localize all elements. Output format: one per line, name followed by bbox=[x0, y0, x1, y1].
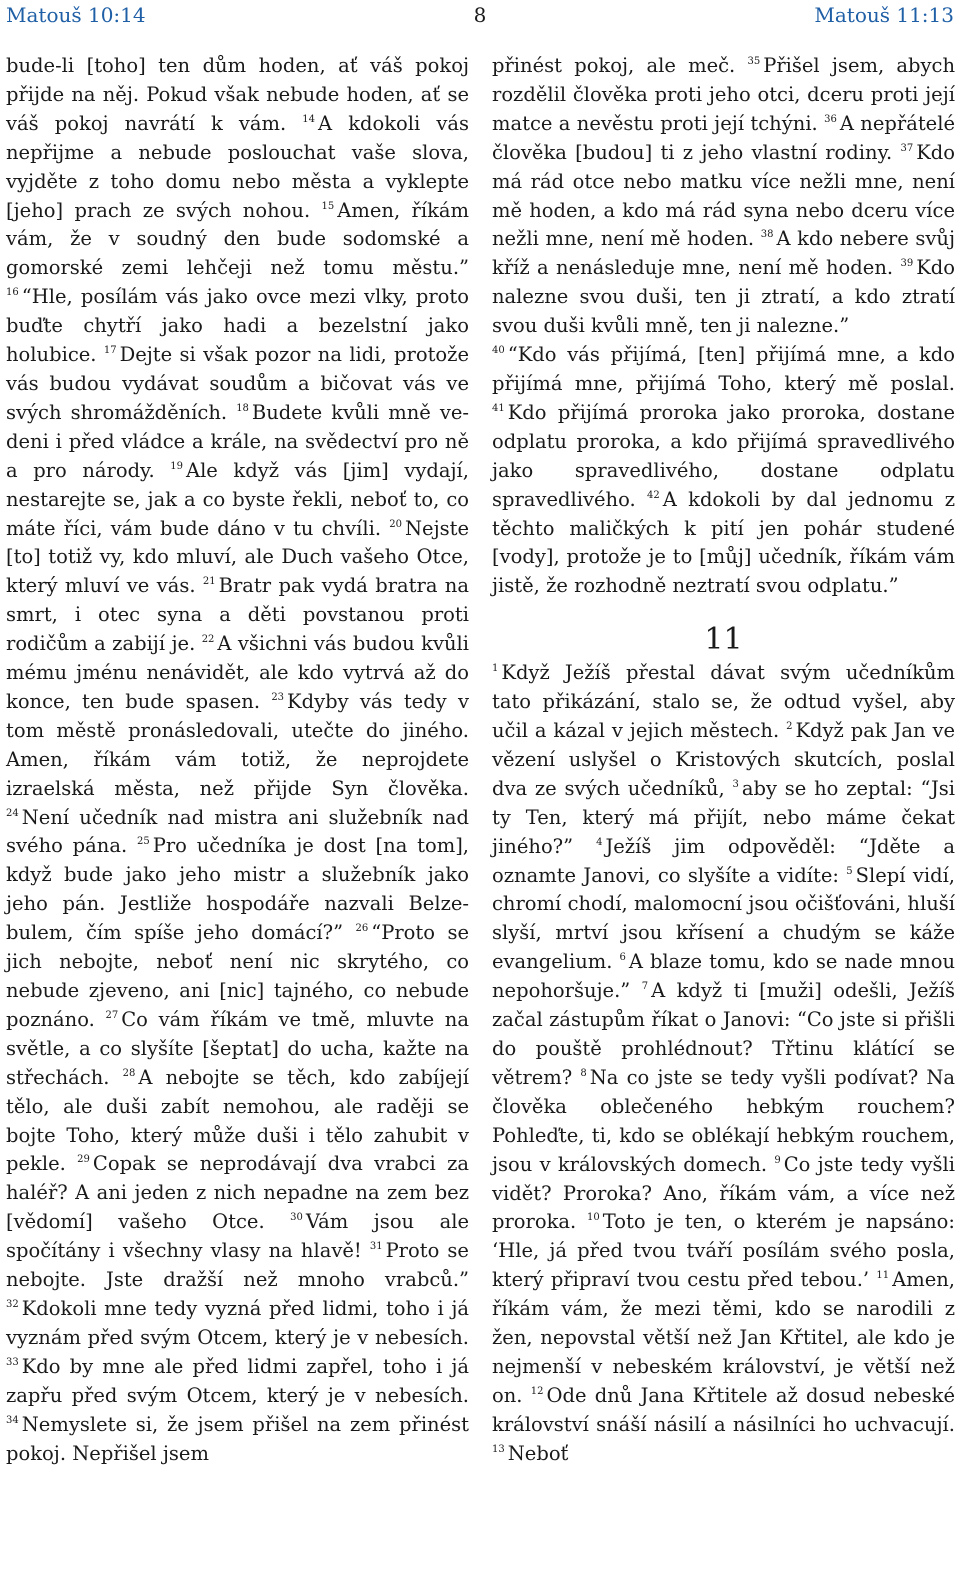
verse-text: Nemyslete si, že jsem přišel na zem přinést pokoj. Nepřišel jsem bbox=[6, 1412, 469, 1465]
verse-number: 9 bbox=[774, 1154, 781, 1166]
verse-text: Když Ježíš přestal dávat svým učedníkům tato přikázání, stalo se, že odtud vyšel, aby učil a kázal v jejich městech. bbox=[492, 661, 955, 743]
header-left-reference: Matouš 10:14 bbox=[6, 3, 146, 27]
verse-text: Kdyby vás tedy v tom městě pronásledovali, utečte do jiného. Amen, říkám vám totiž, že neprojdete izraelská města, než přijde Syn člověka. bbox=[6, 689, 469, 800]
verse-text: A nebojte se těch, kdo zabíjejí tělo, ale duši zabít nemohou, ale raději se bojte Toho, který může duši i tělo zahubit v pekle. bbox=[6, 1065, 469, 1176]
verse-number: 16 bbox=[6, 287, 19, 299]
verse-number: 19 bbox=[170, 460, 183, 472]
verse-number: 36 bbox=[824, 113, 837, 125]
verse-number: 29 bbox=[77, 1154, 90, 1166]
right-paragraph-3 bbox=[492, 659, 955, 1468]
verse-text: A když ti [muži] odešli, Ježíš začal zástupům říkat o Janovi: “Co jste si přišli do pouště prohlédnout? Třtinu klátící se větrem? bbox=[492, 979, 955, 1089]
right-paragraph-2 bbox=[492, 341, 955, 601]
verse-text: “Kdo vás přijímá, [ten] přijímá mne, a kdo přijímá mne, přijímá Toho, který mě poslal. bbox=[492, 343, 955, 395]
page-number: 8 bbox=[473, 3, 487, 27]
verse-text: Když pak Jan ve vězení uslyšel o Kristových skutcích, poslal dva ze svých učedníků, bbox=[492, 719, 956, 800]
verse-number: 5 bbox=[846, 865, 853, 877]
verse-text: Kdo by mne ale před lidmi zapřel, toho i já zapřu před svým Otcem, který je v nebesích. bbox=[6, 1354, 469, 1407]
verse-text: Ode dnů Jana Křtitele až dosud nebeské království snáší násilí a násilníci ho uchvacují. bbox=[492, 1383, 955, 1436]
verse-number: 10 bbox=[587, 1212, 600, 1224]
verse-number: 4 bbox=[596, 836, 603, 848]
verse-number: 20 bbox=[389, 518, 402, 530]
verse-number: 35 bbox=[747, 56, 761, 67]
verse-text: přinést pokoj, ale meč. bbox=[492, 54, 736, 77]
verse-text: Copak se neprodávají dva vrabci za haléř? A ani jeden z nich nepadne na zem bez [vědomí] vašeho Otce. bbox=[6, 1152, 469, 1234]
verse-number: 22 bbox=[201, 634, 215, 646]
verse-number: 6 bbox=[619, 952, 626, 964]
verse-text: Na co jste se tedy vyšli podívat? Na člověka oblečeného hebkým rouchem? Pohleďte, ti, kdo se oblékají hebkým rouchem, jsou v královských domech. bbox=[492, 1065, 956, 1176]
verse-text: Amen, říkám vám, že v soudný den bude sodomské a gomorské zemi lehčeji než tomu městu.” bbox=[6, 198, 470, 280]
verse-text: Dejte si však pozor na lidi, protože vás budou vydávat soudům a bičovat vás ve svých shromážděních. bbox=[6, 343, 469, 424]
verse-number: 39 bbox=[900, 258, 914, 270]
verse-text: Kdo má rád otce nebo matku více nežli mne, není mě hoden, a kdo má rád syna nebo dceru více nežli mne, není mě hoden. bbox=[492, 140, 955, 251]
left-paragraph bbox=[6, 52, 469, 1468]
verse-text: bude-li [toho] ten dům hoden, ať váš pokoj přijde na něj. Pokud však nebude hoden, ať se váš pokoj navrátí k vám. bbox=[6, 54, 469, 135]
verse-number: 34 bbox=[6, 1414, 19, 1426]
verse-text: Přišel jsem, abych rozdělil člověka proti jeho otci, dceru proti její matce a nevěstu proti její tchýni. bbox=[492, 54, 956, 135]
verse-number: 3 bbox=[732, 778, 739, 790]
verse-number: 7 bbox=[641, 981, 649, 993]
verse-number: 25 bbox=[136, 836, 150, 848]
verse-number: 27 bbox=[105, 1009, 119, 1021]
verse-text: Nejste [to] totiž vy, kdo mluví, ale Duch vašeho Otce, který mluví ve vás. bbox=[6, 516, 470, 598]
verse-number: 17 bbox=[103, 345, 117, 357]
verse-text: A kdokoli vás nepřijme a nebude poslouchat vaše slova, vyjděte z toho domu nebo města a vyklepte [jeho] prach ze svých nohou. bbox=[6, 111, 470, 222]
verse-text: Co jste tedy vyšli vidět? Proroka? Ano, říkám vám, a více než proroka. bbox=[492, 1152, 955, 1234]
verse-text: Pro učedníka je dost [na tom], když bude jako jeho mistr a služebník jako jeho pán. Jestliže hospodáře nazvali Belzebulem, čím spíše jeho domácí?” bbox=[6, 834, 469, 945]
verse-text: Kdo nalezne svou duši, ten ji ztratí, a kdo ztratí svou duši kvůli mně, ten ji nalezne.” bbox=[492, 256, 955, 338]
chapter-number: 11 bbox=[704, 622, 743, 658]
verse-text: Neboť bbox=[507, 1441, 569, 1465]
verse-number: 38 bbox=[760, 229, 774, 241]
verse-text: “Hle, posílám vás jako ovce mezi vlky, proto buďte chytří jako hadi a bezelstní jako holubice. bbox=[6, 285, 469, 367]
running-header bbox=[6, 3, 954, 29]
verse-number: 40 bbox=[492, 345, 505, 357]
verse-text: Kdokoli mne tedy vyzná před lidmi, toho i já vyznám před svým Otcem, který je v nebesích. bbox=[6, 1296, 469, 1349]
verse-text: “Proto se jich nebojte, neboť není nic skrytého, co nebude zjeveno, ani [nic] tajného, co nebude poznáno. bbox=[6, 921, 469, 1031]
verse-number: 41 bbox=[492, 402, 505, 414]
verse-number: 2 bbox=[786, 721, 793, 733]
verse-number: 26 bbox=[355, 923, 369, 935]
verse-number: 33 bbox=[6, 1356, 19, 1368]
verse-number: 30 bbox=[290, 1212, 303, 1224]
left-column bbox=[6, 52, 469, 1468]
verse-text: A nepřátelé člověka [budou] ti z jeho vlastní rodiny. bbox=[492, 111, 955, 164]
verse-text: Bratr pak vydá bratra na smrt, i otec syna a děti povstanou proti rodičům a zabijí je. bbox=[6, 574, 469, 656]
verse-number: 15 bbox=[321, 200, 335, 212]
verse-number: 8 bbox=[580, 1067, 587, 1079]
verse-number: 37 bbox=[900, 142, 914, 154]
verse-number: 18 bbox=[236, 402, 249, 414]
verse-text: A kdokoli by dal jednomu z těchto maličkých k pití jen pohár studené [vody], protože je to [můj] učedník, říkám vám jistě, že rozhodně neztratí svou odplatu.” bbox=[492, 487, 955, 598]
verse-number: 11 bbox=[876, 1270, 890, 1282]
header-right-reference: Matouš 11:13 bbox=[814, 3, 954, 27]
right-paragraph-1 bbox=[492, 52, 955, 341]
verse-text: Kdo přijímá proroka jako proroka, dostane odplatu proroka, a kdo přijímá spravedlivého jako spravedlivého, dostane odplatu spravedlivého. bbox=[492, 400, 955, 511]
verse-text: A všichni vás budou kvůli mému jménu nenávidět, ale kdo vytrvá až do konce, ten bude spasen. bbox=[6, 632, 469, 713]
verse-text: Vám jsou ale spočítány i všechny vlasy na hlavě! bbox=[6, 1210, 469, 1263]
verse-number: 31 bbox=[369, 1241, 383, 1253]
verse-text: Ježíš jim odpověděl: “Jděte a oznamte Janovi, co slyšíte a vidíte: bbox=[492, 834, 956, 887]
verse-text: Co vám říkám ve tmě, mluvte na světle, a co slyšíte [šeptat] do ucha, kažte na střechách. bbox=[6, 1007, 469, 1089]
verse-number: 42 bbox=[647, 489, 660, 501]
verse-number: 21 bbox=[202, 576, 216, 588]
verse-text: aby se ho zeptal: “Jsi ty Ten, který má přijít, nebo máme čekat jiného?” bbox=[492, 776, 956, 858]
verse-text: Budete kvůli mně vedeni i před vládce a krále, na svědectví pro ně a pro národy. bbox=[6, 400, 470, 482]
verse-number: 23 bbox=[271, 691, 285, 703]
verse-number: 24 bbox=[6, 807, 19, 819]
verse-text: Není učedník nad mistra ani služebník nad svého pána. bbox=[6, 805, 469, 858]
verse-text: A kdo nebere svůj kříž a nenásleduje mne, není mě hoden. bbox=[492, 227, 956, 280]
verse-number: 14 bbox=[302, 113, 316, 125]
verse-text: Amen, říkám vám, že mezi těmi, kdo se narodili z žen, nepovstal větší než Jan Křtitel, ale kdo je nejmenší v nebeském království, je větší než on. bbox=[492, 1268, 955, 1407]
verse-text: Proto se nebojte. Jste dražší než mnoho vrabců.” bbox=[6, 1239, 469, 1292]
verse-number: 28 bbox=[122, 1067, 136, 1079]
verse-text: Ale když vás [jim] vydají, nestarejte se, jak a co byste řekli, neboť to, co máte říci, vám bude dáno v tu chvíli. bbox=[6, 458, 469, 540]
verse-number: 32 bbox=[6, 1298, 19, 1310]
verse-number: 1 bbox=[492, 663, 499, 675]
verse-number: 12 bbox=[530, 1385, 544, 1397]
verse-number: 13 bbox=[492, 1443, 505, 1455]
verse-text: Slepí vidí, chromí chodí, malomocní jsou očišťováni, hluší slyší, mrtví jsou křísení a chudým se káže evangelium. bbox=[492, 863, 956, 974]
verse-text: A blaze tomu, kdo se nade mnou nepohoršuje.” bbox=[492, 950, 956, 1003]
right-column bbox=[492, 52, 955, 1469]
verse-text: Toto je ten, o kterém je napsáno: ‘Hle, já před tvou tváří posílám svého posla, který připraví tvou cestu před tebou.’ bbox=[492, 1210, 955, 1292]
